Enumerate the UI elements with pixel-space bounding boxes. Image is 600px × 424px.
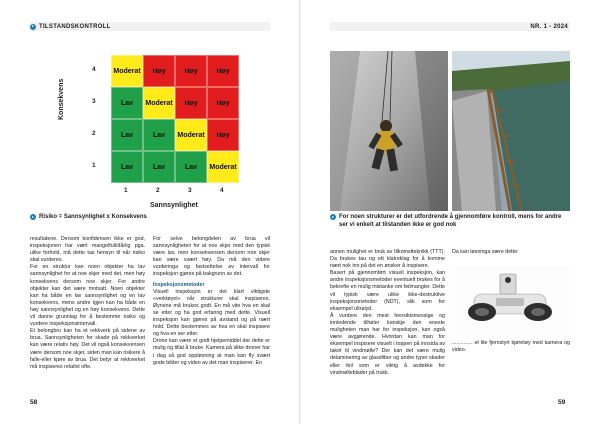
x-tick: 3 [188, 187, 192, 194]
risk-cell: Lav [111, 151, 143, 183]
play-bullet-icon [30, 24, 36, 30]
x-axis-label: Sannsynlighet [150, 202, 198, 209]
risk-cell: Moderat [143, 87, 175, 119]
play-bullet-icon [330, 214, 336, 220]
play-bullet-icon [30, 214, 36, 220]
left-text-column-1: resultatene. Dersom konfidensen ikke er god, inspeksjonen har vært mangelfull/dårlig pga. ulike forhold, må dette tas hensyn til når risiko skal vurderes. For en struktur kan noen objekter ha lav sannsynlighet for at noe skjer med det, men høy konsekvens dersom noe skjer. For andre objekter kan det være motsatt. Noen objekter kan ha både en lav sannsynlighet og en lav konsekvens, mens andre igjen kan ha både en høy sannsynlighet og en høy konsekvens. Dette vil danne grunnlag for å bestemme risiko og vurdere inspeksjonsintervall. Et belongbru kan ha et rekkverk på sidene av brua. Sannsynligheten for skade på rekkverket kan være relativ høy. Det vil også konsekvensen være dersom noe skjer, siden man kan risikere å falle-eller kjøre av brua. Det betyr at rekkverket må inspiseres relativt ofte. [30, 236, 145, 370]
risk-cell: Moderat [175, 119, 207, 151]
x-tick: 1 [124, 187, 128, 194]
issue-header [330, 22, 570, 31]
bridge-railing-photo [452, 51, 570, 211]
paragraph: For selve betongdelen av brua vil sannsynligheten for at noe skjer med den typisk være lav, men konsekvensen dersom noe skjer kan være svært høy. Da må den videre vurderinga og fastsettelse av intervall for inspeksjon gjøres på bakgrunn av det. [153, 236, 270, 278]
right-text-column-1: annen mulighet er bruk av tilkomstteknikk (TTT). Da brukes tau og ett klatreklag for å komme nært nok inn på det en ønsker å inspisere. Basert på gjennomført visuell inspeksjon, kan andre inspeksjonsmetoder eventuelt brukes for å bekrefte en mulig mistanke om feilmangler. Dette vil typisk være ulike ikke-destruktive inspeksjonsmetoder (NDT), slik som for eksempel ultralyd. Å vurdere den mest hensiktsmessige og innledende tilhøler kanskje den eneste muligheten man har for inspeksjon, kan også være avgjørende. Hvordan kan man for eksempel inspisere visuelt i toppen på innsida av taket til vindmølle? Der kan det være mulig delaminering av glassfiber og andre typer skader eller feil som er viktig å avdekke for vindmølleblader på trukk. [330, 249, 445, 376]
risk-cell: Lav [143, 151, 175, 183]
y-tick: 2 [92, 130, 96, 137]
matrix-caption [30, 213, 270, 221]
y-tick: 1 [92, 162, 96, 169]
y-axis-label: Konsekvens [58, 78, 65, 120]
risk-cell: Moderat [207, 151, 239, 183]
risk-cell: Høy [143, 55, 175, 87]
risk-cell: Høy [207, 87, 239, 119]
paragraph: Visuell inspeksjon er det klart viktigste «verktøyet» når strukturer skal inspiseres. Øynene må brukes godt. En må vite hva en skal se etter og ha god erfaring med dette. Visuell inspeksjon kan gjøres på avstand og på nært hold. Dette bestemmes av hva en skal inspisere og hva en ser etter. Drone kan være et godt hjelpemiddel der dette er mulig og tillat å bruke. Kamera på slike droner har i dag så god oppløsning at man kan fly svært gode bilder og video av det man inspiserer. En [153, 288, 270, 366]
y-tick: 4 [92, 66, 96, 73]
right-text-column-2-intro: Da kan løsninga være dette: [452, 249, 519, 255]
rope-access-photo [330, 51, 448, 211]
book-spine [299, 0, 301, 424]
risk-cell: Høy [175, 55, 207, 87]
risk-cell: Høy [175, 87, 207, 119]
section-header-text: TILSTANDSKONTROLL [39, 23, 111, 30]
risk-cell: Lav [143, 119, 175, 151]
section-subheading: Inspeksjonsmetoder [153, 281, 205, 288]
rover-robot-photo [452, 266, 570, 336]
risk-cell: Høy [207, 119, 239, 151]
section-header [30, 22, 270, 31]
issue-header-text: NR. 1 - 2024 [530, 23, 568, 30]
risk-cell: Moderat [111, 55, 143, 87]
y-tick: 3 [92, 98, 96, 105]
photo-caption-text: For noen strukturer er det utfordrende å gjennomføre kontroll, mens for andre ser vi enkelt at tilstanden ikke er god nok [339, 214, 562, 228]
risk-cell: Lav [111, 119, 143, 151]
photo-caption [330, 213, 570, 229]
page-number-left: 58 [30, 399, 38, 406]
risk-cell: Lav [175, 151, 207, 183]
risk-matrix [111, 55, 239, 183]
matrix-caption-text: Risiko = Sannsynlighet x Konsekvens [39, 214, 147, 220]
page-number-right: 59 [558, 399, 566, 406]
risk-cell: Høy [207, 55, 239, 87]
x-tick: 2 [156, 187, 160, 194]
risk-cell: Lav [111, 87, 143, 119]
rover-caption: .............. et lite fjernstyrt kjøretøy med kamera og video. [452, 340, 570, 354]
left-text-column-2 [153, 236, 270, 367]
x-tick: 4 [220, 187, 224, 194]
